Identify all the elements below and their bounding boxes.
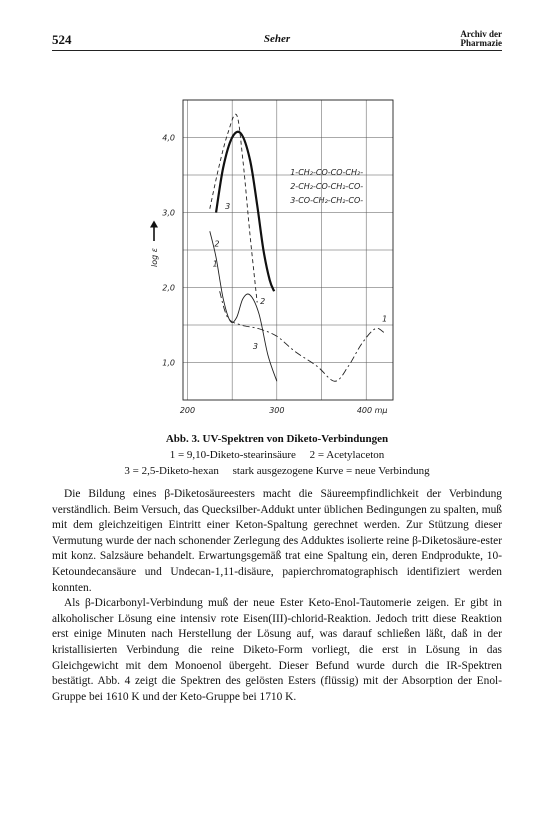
y-axis-arrowhead: [150, 221, 158, 228]
legend-entry: 1-CH₂-CO-CO-CH₂-: [290, 168, 364, 177]
legend-entry: 3-CO-CH₂-CH₂-CO-: [290, 196, 364, 205]
y-tick-label: 2,0: [162, 283, 175, 293]
curve-number-label: 2: [214, 239, 220, 249]
chart-legend: [290, 168, 363, 205]
curve-number-label: 1: [382, 314, 388, 324]
curve-number-label: 2: [260, 297, 266, 306]
legend-entry: 2-CH₂-CO-CH₂-CO-: [290, 182, 364, 191]
series-line-3: [210, 231, 277, 381]
curve-number-label: 3: [225, 201, 231, 211]
series-line-neue-verbindung: [216, 132, 274, 291]
y-tick-label: 1,0: [162, 358, 175, 368]
figure-caption-title: Abb. 3. UV-Spektren von Diketo-Verbindungen: [165, 433, 389, 445]
curve-number-label: 3: [252, 342, 259, 351]
x-tick-label: 300: [269, 406, 285, 415]
y-tick-label: 3,0: [162, 208, 175, 218]
series-line-1: [220, 291, 384, 381]
x-tick-label: 200: [179, 406, 196, 415]
journal-line-2: Pharmazie: [460, 38, 502, 48]
figure-caption-line-2: 1 = 9,10-Diketo-stearinsäure 2 = Acetylaceton: [169, 449, 385, 461]
figure-caption-line-3: 3 = 2,5-Diketo-hexan stark ausgezogene Kurve = neue Verbindung: [124, 465, 430, 477]
page-number: 524: [52, 32, 72, 47]
chart-series: [210, 114, 384, 381]
journal-line-1: Archiv der: [460, 29, 502, 39]
paragraph-2: Als β-Dicarbonyl-Verbindung muß der neue Ester Keto-Enol-Tautomerie zeigen. Er gibt in alkoholischer Lösung eine intensiv rote Eisen(III)-chlorid-Reaktion. Jedoch tritt diese Reaktion erst einige Minuten nach Herstellung der Lösung auf, was darauf schließen läßt, daß in der kristallisierten Verbindung die reine Diketo-Form vorliegt, die erst in Lösung in das Gleichgewicht mit dem Monoenol übergeht. Dieser Befund wurde durch die IR-Spektren bestätigt. Abb. 4 zeigt die Spektren des gelösten Esters (flüssig) mit der Absorption der Enol-Gruppe bei 1610 K und der Keto-Gruppe bei 1710 K.: [52, 597, 502, 703]
curve-number-label: 1: [212, 259, 218, 269]
paragraph-1: Die Bildung eines β-Diketosäureesters macht die Säureempfindlichkeit der Verbindung verständlich. Beim Versuch, das Quecksilber-Addukt unter üblichen Bedingungen zu spalten, muß mit dem gleichzeitigen Eintritt einer Keton-Spaltung gerechnet werden. Zur Stützung dieser Vermutung wurde der nach schonender Zerlegung des Adduktes isolierte reine β-Diketosäure-ester mit konz. Salzsäure behandelt. Erwartungsgemäß trat eine Spaltung ein, deren Endprodukte, 10-Ketoundecansäure und Undecan-1,11-disäure, papierchromatographisch identifiziert werden konnten.: [52, 488, 502, 594]
author-name: Seher: [263, 33, 291, 45]
x-tick-label: 400 mμ: [356, 406, 388, 415]
y-axis-label: log ε: [150, 247, 159, 268]
body-text: [52, 487, 502, 705]
y-tick-label: 4,0: [162, 133, 175, 143]
